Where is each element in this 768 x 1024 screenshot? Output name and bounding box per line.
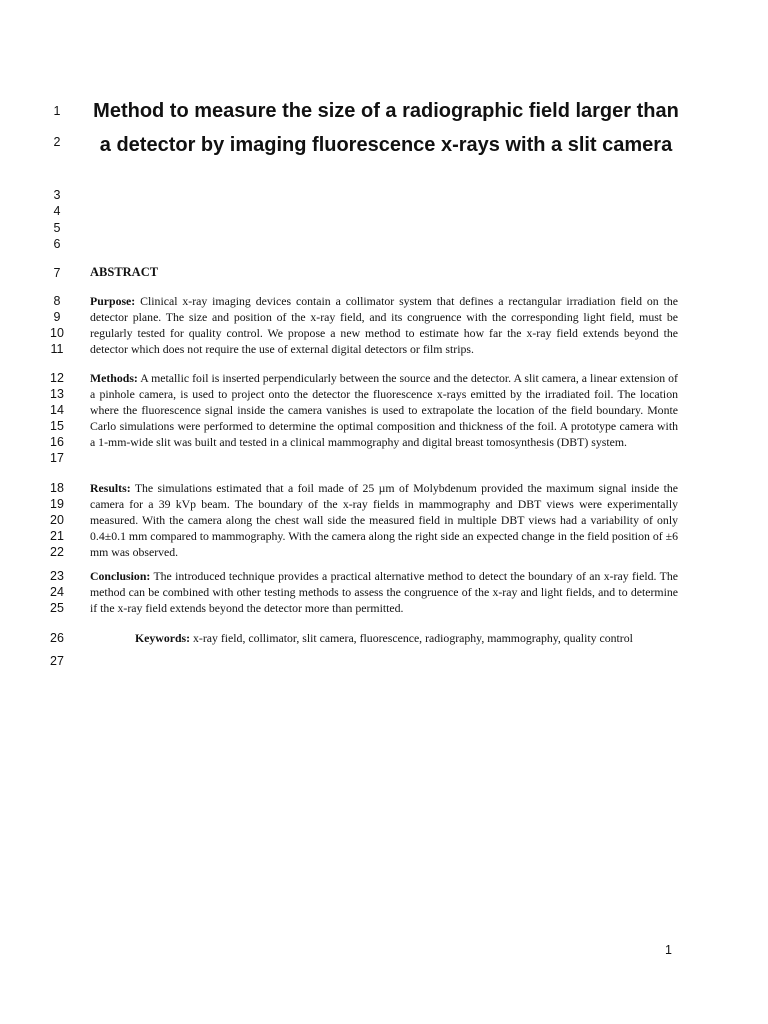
line-number: 17 [50,451,64,465]
line-number: 4 [53,204,61,218]
line-number: 9 [53,310,61,324]
title-line-2: a detector by imaging fluorescence x-rays with a slit camera [99,134,673,156]
line-number: 13 [50,387,64,401]
line-number: 23 [50,569,64,583]
purpose-paragraph [90,293,678,357]
line-number: 19 [50,497,64,511]
conclusion-paragraph [90,568,678,616]
results-text: The simulations estimated that a foil made of 25 µm of Molybdenum provided the maximum signal inside the camera for a 39 kVp beam. The boundary of the x-ray fields in mammography and DBT views were experimentally measured. With the camera along the chest wall side the measured field in multiple DBT views had a variability of only 0.4±0.1 mm compared to mammography. With the camera along the right side an expected change in the field position of ±6 mm was observed. [90,481,678,559]
line-number: 22 [50,545,64,559]
line-number: 16 [50,435,64,449]
line-number: 27 [50,654,64,668]
methods-label: Methods: [90,371,138,385]
line-number: 24 [50,585,64,599]
line-number: 11 [50,342,64,356]
line-number: 26 [50,631,64,645]
line-number: 7 [53,266,61,280]
line-number: 21 [50,529,64,543]
line-number: 12 [50,371,64,385]
methods-paragraph [90,370,678,450]
page-number: 1 [665,943,672,957]
title-line-1: Method to measure the size of a radiographic field larger than [93,100,679,122]
paper-title [84,94,688,162]
line-number: 6 [53,237,61,251]
line-number: 8 [53,294,61,308]
results-label: Results: [90,481,131,495]
abstract-heading: ABSTRACT [90,265,159,279]
line-number: 10 [50,326,64,340]
line-number: 1 [53,104,61,118]
line-number: 2 [53,135,61,149]
line-number: 25 [50,601,64,615]
methods-text: A metallic foil is inserted perpendicularly between the source and the detector. A slit camera, a linear extension of a pinhole camera, is used to project onto the detector the fluorescence x-rays emitted by the irradiated foil. The location where the fluorescence signal inside the camera vanishes is used to extrapolate the location of the field boundary. Monte Carlo simulations were performed to determine the optimal composition and thickness of the foil. A prototype camera with a 1-mm-wide slit was built and tested in a clinical mammography and digital breast tomosynthesis (DBT) system. [90,371,678,449]
line-number: 3 [53,188,61,202]
keywords-label: Keywords: [135,631,191,645]
conclusion-label: Conclusion: [90,569,151,583]
purpose-label: Purpose: [90,294,136,308]
conclusion-text: The introduced technique provides a practical alternative method to detect the boundary of an x-ray field. The method can be combined with other testing methods to assess the congruence of the x-ray and light fields, and to determine if the x-ray field extends beyond the detector more than permitted. [90,569,678,615]
keywords-text: x-ray field, collimator, slit camera, fluorescence, radiography, mammography, quality control [193,631,633,645]
keywords-line [135,630,695,646]
line-number: 18 [50,481,64,495]
purpose-text: Clinical x-ray imaging devices contain a collimator system that defines a rectangular irradiation field on the detector plane. The size and position of the x-ray field, and its congruence with the corresponding light field, must be regularly tested for quality control. We propose a new method to estimate how far the x-ray field extends beyond the detector which does not require the use of external digital detectors or film strips. [90,294,679,356]
line-number: 5 [53,221,61,235]
line-number: 20 [50,513,64,527]
line-number: 14 [50,403,64,417]
line-number: 15 [50,419,64,433]
results-paragraph [90,480,678,560]
